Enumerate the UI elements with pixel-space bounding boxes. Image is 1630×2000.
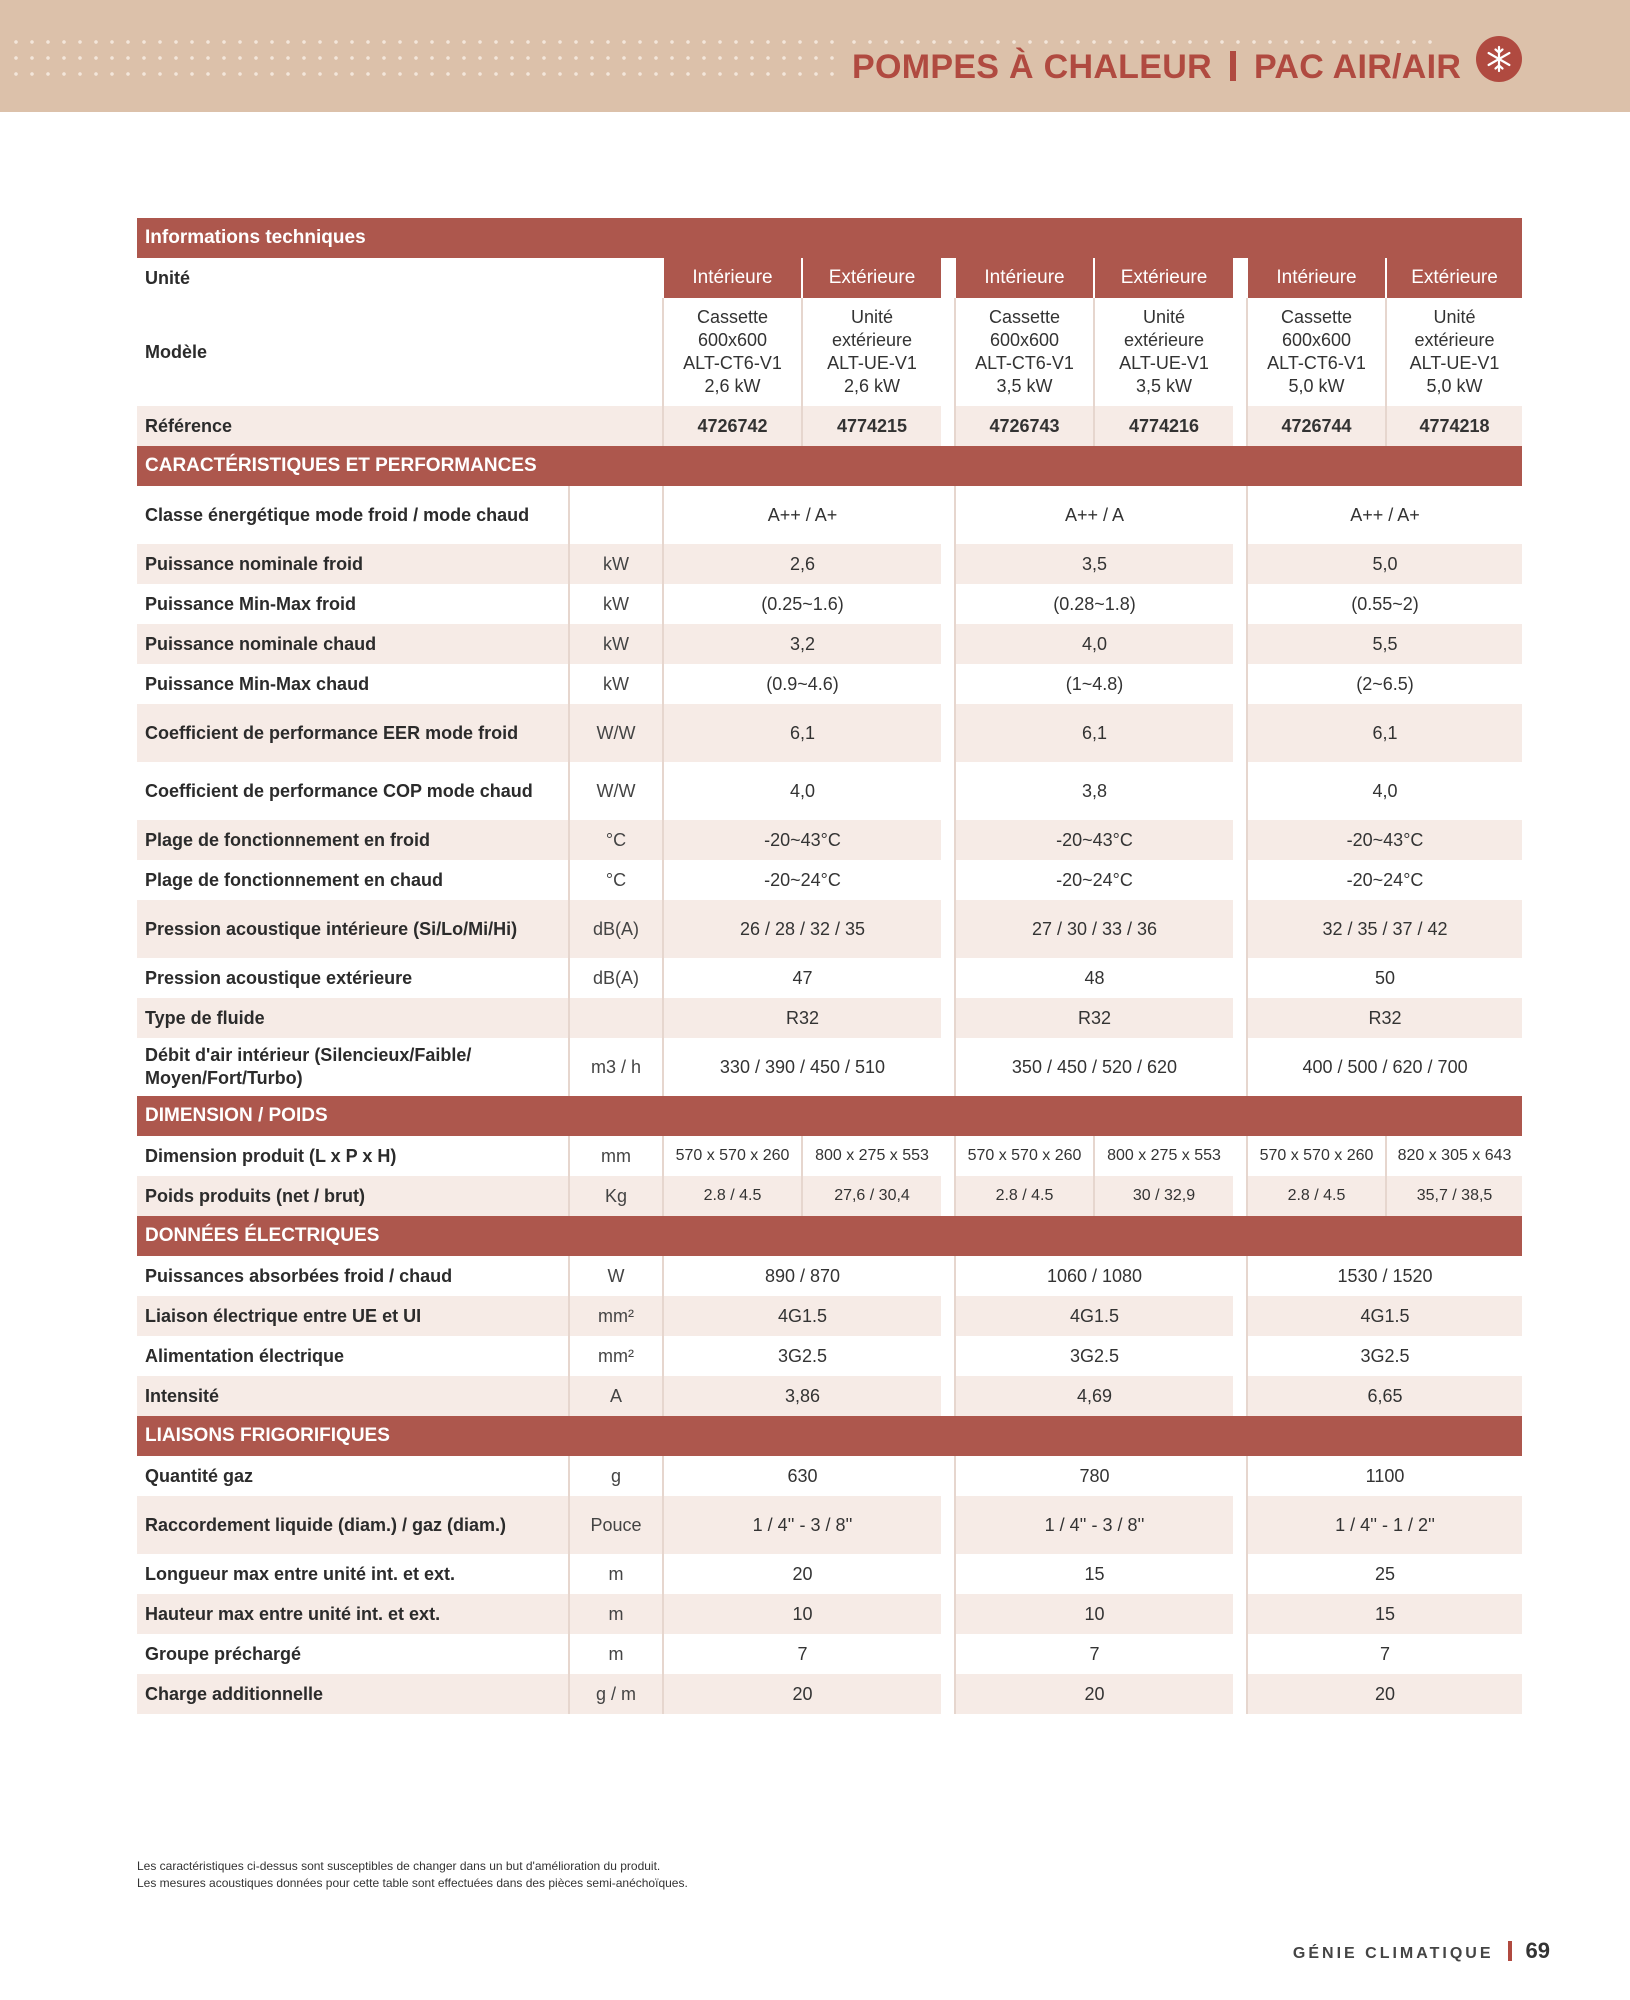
model-line: 3,5 kW <box>996 376 1053 396</box>
group-gap <box>941 1296 955 1336</box>
table-row <box>137 820 1522 860</box>
model-line: ALT-CT6-V1 <box>683 353 782 373</box>
row-unit: mm² <box>569 1336 663 1376</box>
value-cell: 27 / 30 / 33 / 36 <box>955 900 1233 958</box>
table-row <box>137 1296 1522 1336</box>
value-cell: 820 x 305 x 643 <box>1386 1136 1522 1176</box>
row-label: Référence <box>137 406 663 446</box>
reference-cell: 4774215 <box>802 406 941 446</box>
title-right: PAC AIR/AIR <box>1253 48 1462 86</box>
group-gap <box>941 1136 955 1176</box>
group-gap <box>1233 762 1247 820</box>
table-row <box>137 1594 1522 1634</box>
unit-type-header: Intérieure <box>955 258 1094 298</box>
group-gap <box>941 486 955 544</box>
group-gap <box>1233 900 1247 958</box>
value-cell: 30 / 32,9 <box>1094 1176 1233 1216</box>
group-gap <box>1233 1456 1247 1496</box>
model-line: 3,5 kW <box>1135 376 1192 396</box>
row-unit: W/W <box>569 762 663 820</box>
table-row <box>137 1376 1522 1416</box>
reference-cell: 4726743 <box>955 406 1094 446</box>
value-cell: 1060 / 1080 <box>955 1256 1233 1296</box>
model-line: Unité <box>1433 307 1476 327</box>
model-line: ALT-CT6-V1 <box>1267 353 1366 373</box>
model-cell <box>663 298 802 406</box>
row-label: Liaison électrique entre UE et UI <box>137 1296 569 1336</box>
model-line: 5,0 kW <box>1426 376 1483 396</box>
value-cell: 5,5 <box>1247 624 1522 664</box>
row-unit: dB(A) <box>569 958 663 998</box>
value-cell: 48 <box>955 958 1233 998</box>
value-cell: 330 / 390 / 450 / 510 <box>663 1038 941 1096</box>
unit-type-header: Extérieure <box>1094 258 1233 298</box>
value-cell: -20~43°C <box>663 820 941 860</box>
value-cell: 570 x 570 x 260 <box>955 1136 1094 1176</box>
model-row <box>137 298 1522 406</box>
row-label: Pression acoustique intérieure (Si/Lo/Mi/Hi) <box>137 900 569 958</box>
section-header <box>137 1416 1522 1456</box>
model-line: Cassette <box>696 307 769 327</box>
value-cell: 2.8 / 4.5 <box>955 1176 1094 1216</box>
value-cell: 630 <box>663 1456 941 1496</box>
value-cell: 4G1.5 <box>1247 1296 1522 1336</box>
table-row <box>137 704 1522 762</box>
row-label: Pression acoustique extérieure <box>137 958 569 998</box>
value-cell: 6,1 <box>955 704 1233 762</box>
row-label: Type de fluide <box>137 998 569 1038</box>
model-cell <box>1094 298 1233 406</box>
model-line: 600x600 <box>697 330 768 350</box>
value-cell: 26 / 28 / 32 / 35 <box>663 900 941 958</box>
row-label: Raccordement liquide (diam.) / gaz (diam.) <box>137 1496 569 1554</box>
group-gap <box>1233 664 1247 704</box>
value-cell: 5,0 <box>1247 544 1522 584</box>
group-gap <box>1233 1496 1247 1554</box>
row-label: Débit d'air intérieur (Silencieux/Faible/ Moyen/Fort/Turbo) <box>137 1038 569 1096</box>
group-gap <box>941 1038 955 1096</box>
group-gap <box>941 1674 955 1714</box>
row-unit: m3 / h <box>569 1038 663 1096</box>
table-title: Informations techniques <box>137 218 1522 258</box>
row-label: Puissance nominale froid <box>137 544 569 584</box>
group-gap <box>941 584 955 624</box>
value-cell: 4G1.5 <box>955 1296 1233 1336</box>
value-cell: 20 <box>663 1674 941 1714</box>
group-gap <box>941 1336 955 1376</box>
value-cell: 4G1.5 <box>663 1296 941 1336</box>
value-cell: (0.28~1.8) <box>955 584 1233 624</box>
value-cell: 7 <box>1247 1634 1522 1674</box>
row-unit: g <box>569 1456 663 1496</box>
group-gap <box>941 1456 955 1496</box>
footnote: Les mesures acoustiques données pour cette table sont effectuées dans des pièces semi-anéchoïques. <box>137 1876 688 1890</box>
model-line: Unité <box>850 307 894 327</box>
value-cell: 15 <box>955 1554 1233 1594</box>
value-cell: 800 x 275 x 553 <box>1094 1136 1233 1176</box>
group-gap <box>941 958 955 998</box>
row-label: Groupe préchargé <box>137 1634 569 1674</box>
group-gap <box>1233 258 1247 298</box>
section-header <box>137 446 1522 486</box>
value-cell: 6,1 <box>1247 704 1522 762</box>
value-cell: 50 <box>1247 958 1522 998</box>
group-gap <box>1233 704 1247 762</box>
table-row <box>137 1554 1522 1594</box>
row-label: Quantité gaz <box>137 1456 569 1496</box>
model-line: extérieure <box>1414 330 1495 350</box>
model-line: ALT-CT6-V1 <box>975 353 1074 373</box>
group-gap <box>1233 1038 1247 1096</box>
group-gap <box>941 762 955 820</box>
group-gap <box>941 624 955 664</box>
value-cell: 20 <box>663 1554 941 1594</box>
group-gap <box>941 1594 955 1634</box>
row-unit: W <box>569 1256 663 1296</box>
page-footer <box>1293 1938 1550 1964</box>
model-line: Cassette <box>988 307 1061 327</box>
spec-table <box>137 218 1522 1714</box>
value-cell: A++ / A <box>955 486 1233 544</box>
group-gap <box>941 664 955 704</box>
value-cell: 2.8 / 4.5 <box>663 1176 802 1216</box>
value-cell: 3,8 <box>955 762 1233 820</box>
footnote: Les caractéristiques ci-dessus sont susceptibles de changer dans un but d'amélioration du produit. <box>137 1859 661 1873</box>
value-cell: 4,0 <box>1247 762 1522 820</box>
value-cell: 1 / 4'' - 3 / 8'' <box>955 1496 1233 1554</box>
group-gap <box>1233 1296 1247 1336</box>
value-cell: 890 / 870 <box>663 1256 941 1296</box>
unit-type-header: Extérieure <box>1386 258 1522 298</box>
row-unit: g / m <box>569 1674 663 1714</box>
snowflake-icon <box>1476 36 1522 82</box>
footer-section: GÉNIE CLIMATIQUE <box>1292 1945 1494 1962</box>
value-cell: 1 / 4'' - 1 / 2'' <box>1247 1496 1522 1554</box>
table-row <box>137 664 1522 704</box>
group-gap <box>941 704 955 762</box>
row-label: Plage de fonctionnement en froid <box>137 820 569 860</box>
value-cell: 25 <box>1247 1554 1522 1594</box>
value-cell: 350 / 450 / 520 / 620 <box>955 1038 1233 1096</box>
value-cell: 10 <box>663 1594 941 1634</box>
group-gap <box>1233 1136 1247 1176</box>
model-line: 2,6 kW <box>843 376 900 396</box>
value-cell: 3,2 <box>663 624 941 664</box>
value-cell: -20~24°C <box>955 860 1233 900</box>
table-row <box>137 958 1522 998</box>
group-gap <box>1233 1674 1247 1714</box>
model-line: Unité <box>1142 307 1186 327</box>
value-cell: 400 / 500 / 620 / 700 <box>1247 1038 1522 1096</box>
table-row <box>137 1176 1522 1216</box>
value-cell: 10 <box>955 1594 1233 1634</box>
value-cell: (1~4.8) <box>955 664 1233 704</box>
value-cell: R32 <box>1247 998 1522 1038</box>
value-cell: (0.9~4.6) <box>663 664 941 704</box>
title-left: POMPES À CHALEUR <box>852 48 1212 86</box>
model-line: extérieure <box>1123 330 1205 350</box>
value-cell: 4,69 <box>955 1376 1233 1416</box>
group-gap <box>1233 1376 1247 1416</box>
row-label: Modèle <box>137 298 663 406</box>
group-gap <box>941 998 955 1038</box>
row-unit: Pouce <box>569 1496 663 1554</box>
row-unit: kW <box>569 584 663 624</box>
table-row <box>137 544 1522 584</box>
table-row <box>137 1336 1522 1376</box>
group-gap <box>941 406 955 446</box>
model-line: ALT-UE-V1 <box>827 353 917 373</box>
section-header <box>137 1096 1522 1136</box>
value-cell: 570 x 570 x 260 <box>1247 1136 1386 1176</box>
table-row <box>137 1456 1522 1496</box>
value-cell: (0.55~2) <box>1247 584 1522 624</box>
model-cell <box>1386 298 1522 406</box>
value-cell: 570 x 570 x 260 <box>663 1136 802 1176</box>
unit-type-header: Intérieure <box>663 258 802 298</box>
row-unit: kW <box>569 624 663 664</box>
group-gap <box>941 1554 955 1594</box>
model-cell <box>802 298 941 406</box>
row-label: Plage de fonctionnement en chaud <box>137 860 569 900</box>
dot-pattern-right <box>846 34 1436 46</box>
value-cell: -20~24°C <box>1247 860 1522 900</box>
table-row <box>137 1634 1522 1674</box>
group-gap <box>941 900 955 958</box>
value-cell: 3G2.5 <box>1247 1336 1522 1376</box>
footer-separator <box>1508 1941 1512 1961</box>
value-cell: 3G2.5 <box>663 1336 941 1376</box>
reference-cell: 4774218 <box>1386 406 1522 446</box>
group-gap <box>1233 1176 1247 1216</box>
table-row <box>137 998 1522 1038</box>
row-label: Coefficient de performance EER mode froid <box>137 704 569 762</box>
group-gap <box>1233 1336 1247 1376</box>
value-cell: 2.8 / 4.5 <box>1247 1176 1386 1216</box>
group-gap <box>1233 1554 1247 1594</box>
row-unit: m <box>569 1554 663 1594</box>
value-cell: 1 / 4'' - 3 / 8'' <box>663 1496 941 1554</box>
section-title: DONNÉES ÉLECTRIQUES <box>137 1216 1522 1256</box>
reference-cell: 4726742 <box>663 406 802 446</box>
group-gap <box>941 1634 955 1674</box>
value-cell: -20~43°C <box>955 820 1233 860</box>
value-cell: 3,86 <box>663 1376 941 1416</box>
model-line: 5,0 kW <box>1288 376 1345 396</box>
group-gap <box>1233 998 1247 1038</box>
group-gap <box>1233 1594 1247 1634</box>
value-cell: 4,0 <box>955 624 1233 664</box>
table-row <box>137 1496 1522 1554</box>
value-cell: 7 <box>955 1634 1233 1674</box>
page-title <box>852 48 1461 88</box>
table-row <box>137 624 1522 664</box>
table-row <box>137 1674 1522 1714</box>
value-cell: 1100 <box>1247 1456 1522 1496</box>
section-title: DIMENSION / POIDS <box>137 1096 1522 1136</box>
row-label: Puissances absorbées froid / chaud <box>137 1256 569 1296</box>
value-cell: 20 <box>1247 1674 1522 1714</box>
table-row <box>137 486 1522 544</box>
row-label: Alimentation électrique <box>137 1336 569 1376</box>
group-gap <box>1233 544 1247 584</box>
value-cell: 780 <box>955 1456 1233 1496</box>
value-cell: 32 / 35 / 37 / 42 <box>1247 900 1522 958</box>
table-title-row <box>137 218 1522 258</box>
table-row <box>137 1038 1522 1096</box>
model-line: 600x600 <box>1281 330 1352 350</box>
group-gap <box>1233 1256 1247 1296</box>
group-gap <box>941 298 955 406</box>
model-line: 600x600 <box>989 330 1060 350</box>
value-cell: -20~43°C <box>1247 820 1522 860</box>
value-cell: 4,0 <box>663 762 941 820</box>
group-gap <box>1233 820 1247 860</box>
table-row <box>137 762 1522 820</box>
group-gap <box>1233 1634 1247 1674</box>
value-cell: A++ / A+ <box>663 486 941 544</box>
value-cell: 2,6 <box>663 544 941 584</box>
model-line: extérieure <box>831 330 913 350</box>
value-cell: (0.25~1.6) <box>663 584 941 624</box>
group-gap <box>1233 860 1247 900</box>
value-cell: 1530 / 1520 <box>1247 1256 1522 1296</box>
section-title: LIAISONS FRIGORIFIQUES <box>137 1416 1522 1456</box>
row-label: Intensité <box>137 1376 569 1416</box>
row-unit: mm² <box>569 1296 663 1336</box>
row-unit: m <box>569 1634 663 1674</box>
group-gap <box>1233 584 1247 624</box>
model-line: Cassette <box>1280 307 1353 327</box>
value-cell: (2~6.5) <box>1247 664 1522 704</box>
reference-cell: 4726744 <box>1247 406 1386 446</box>
group-gap <box>941 258 955 298</box>
model-cell <box>1247 298 1386 406</box>
row-label: Classe énergétique mode froid / mode chaud <box>137 486 569 544</box>
top-banner <box>0 0 1630 112</box>
row-label: Coefficient de performance COP mode chaud <box>137 762 569 820</box>
row-unit: A <box>569 1376 663 1416</box>
footnotes <box>137 1858 688 1892</box>
value-cell: 800 x 275 x 553 <box>802 1136 941 1176</box>
page-number: 69 <box>1525 1938 1550 1963</box>
value-cell: 7 <box>663 1634 941 1674</box>
value-cell: A++ / A+ <box>1247 486 1522 544</box>
group-gap <box>941 1376 955 1416</box>
row-unit <box>569 486 663 544</box>
row-unit: Kg <box>569 1176 663 1216</box>
title-separator <box>1230 51 1236 81</box>
unit-row <box>137 258 1522 298</box>
row-label: Hauteur max entre unité int. et ext. <box>137 1594 569 1634</box>
row-unit: kW <box>569 664 663 704</box>
value-cell: 6,65 <box>1247 1376 1522 1416</box>
reference-row <box>137 406 1522 446</box>
group-gap <box>1233 624 1247 664</box>
unit-type-header: Extérieure <box>802 258 941 298</box>
model-line: 2,6 kW <box>704 376 761 396</box>
row-label: Puissance Min-Max froid <box>137 584 569 624</box>
value-cell: R32 <box>663 998 941 1038</box>
table-row <box>137 1136 1522 1176</box>
value-cell: 27,6 / 30,4 <box>802 1176 941 1216</box>
group-gap <box>1233 486 1247 544</box>
value-cell: 6,1 <box>663 704 941 762</box>
group-gap <box>941 1176 955 1216</box>
row-unit: W/W <box>569 704 663 762</box>
group-gap <box>1233 406 1247 446</box>
group-gap <box>1233 958 1247 998</box>
reference-cell: 4774216 <box>1094 406 1233 446</box>
value-cell: R32 <box>955 998 1233 1038</box>
row-unit: dB(A) <box>569 900 663 958</box>
value-cell: 15 <box>1247 1594 1522 1634</box>
table-row <box>137 584 1522 624</box>
row-unit: °C <box>569 820 663 860</box>
value-cell: 3G2.5 <box>955 1336 1233 1376</box>
row-label: Puissance nominale chaud <box>137 624 569 664</box>
row-unit: kW <box>569 544 663 584</box>
row-label: Puissance Min-Max chaud <box>137 664 569 704</box>
group-gap <box>941 820 955 860</box>
group-gap <box>941 860 955 900</box>
row-label: Longueur max entre unité int. et ext. <box>137 1554 569 1594</box>
row-label: Dimension produit (L x P x H) <box>137 1136 569 1176</box>
dot-pattern <box>8 34 838 84</box>
row-unit <box>569 998 663 1038</box>
row-label: Poids produits (net / brut) <box>137 1176 569 1216</box>
row-unit: °C <box>569 860 663 900</box>
group-gap <box>941 1256 955 1296</box>
group-gap <box>941 1496 955 1554</box>
value-cell: 47 <box>663 958 941 998</box>
model-cell <box>955 298 1094 406</box>
section-header <box>137 1216 1522 1256</box>
group-gap <box>1233 298 1247 406</box>
group-gap <box>941 544 955 584</box>
value-cell: 3,5 <box>955 544 1233 584</box>
value-cell: -20~24°C <box>663 860 941 900</box>
value-cell: 20 <box>955 1674 1233 1714</box>
value-cell: 35,7 / 38,5 <box>1386 1176 1522 1216</box>
row-label: Charge additionnelle <box>137 1674 569 1714</box>
model-line: ALT-UE-V1 <box>1119 353 1209 373</box>
model-line: ALT-UE-V1 <box>1409 353 1500 373</box>
table-row <box>137 1256 1522 1296</box>
table-row <box>137 860 1522 900</box>
section-title: CARACTÉRISTIQUES ET PERFORMANCES <box>137 446 1522 486</box>
table-row <box>137 900 1522 958</box>
row-unit: mm <box>569 1136 663 1176</box>
row-unit: m <box>569 1594 663 1634</box>
row-label: Unité <box>137 258 663 298</box>
unit-type-header: Intérieure <box>1247 258 1386 298</box>
